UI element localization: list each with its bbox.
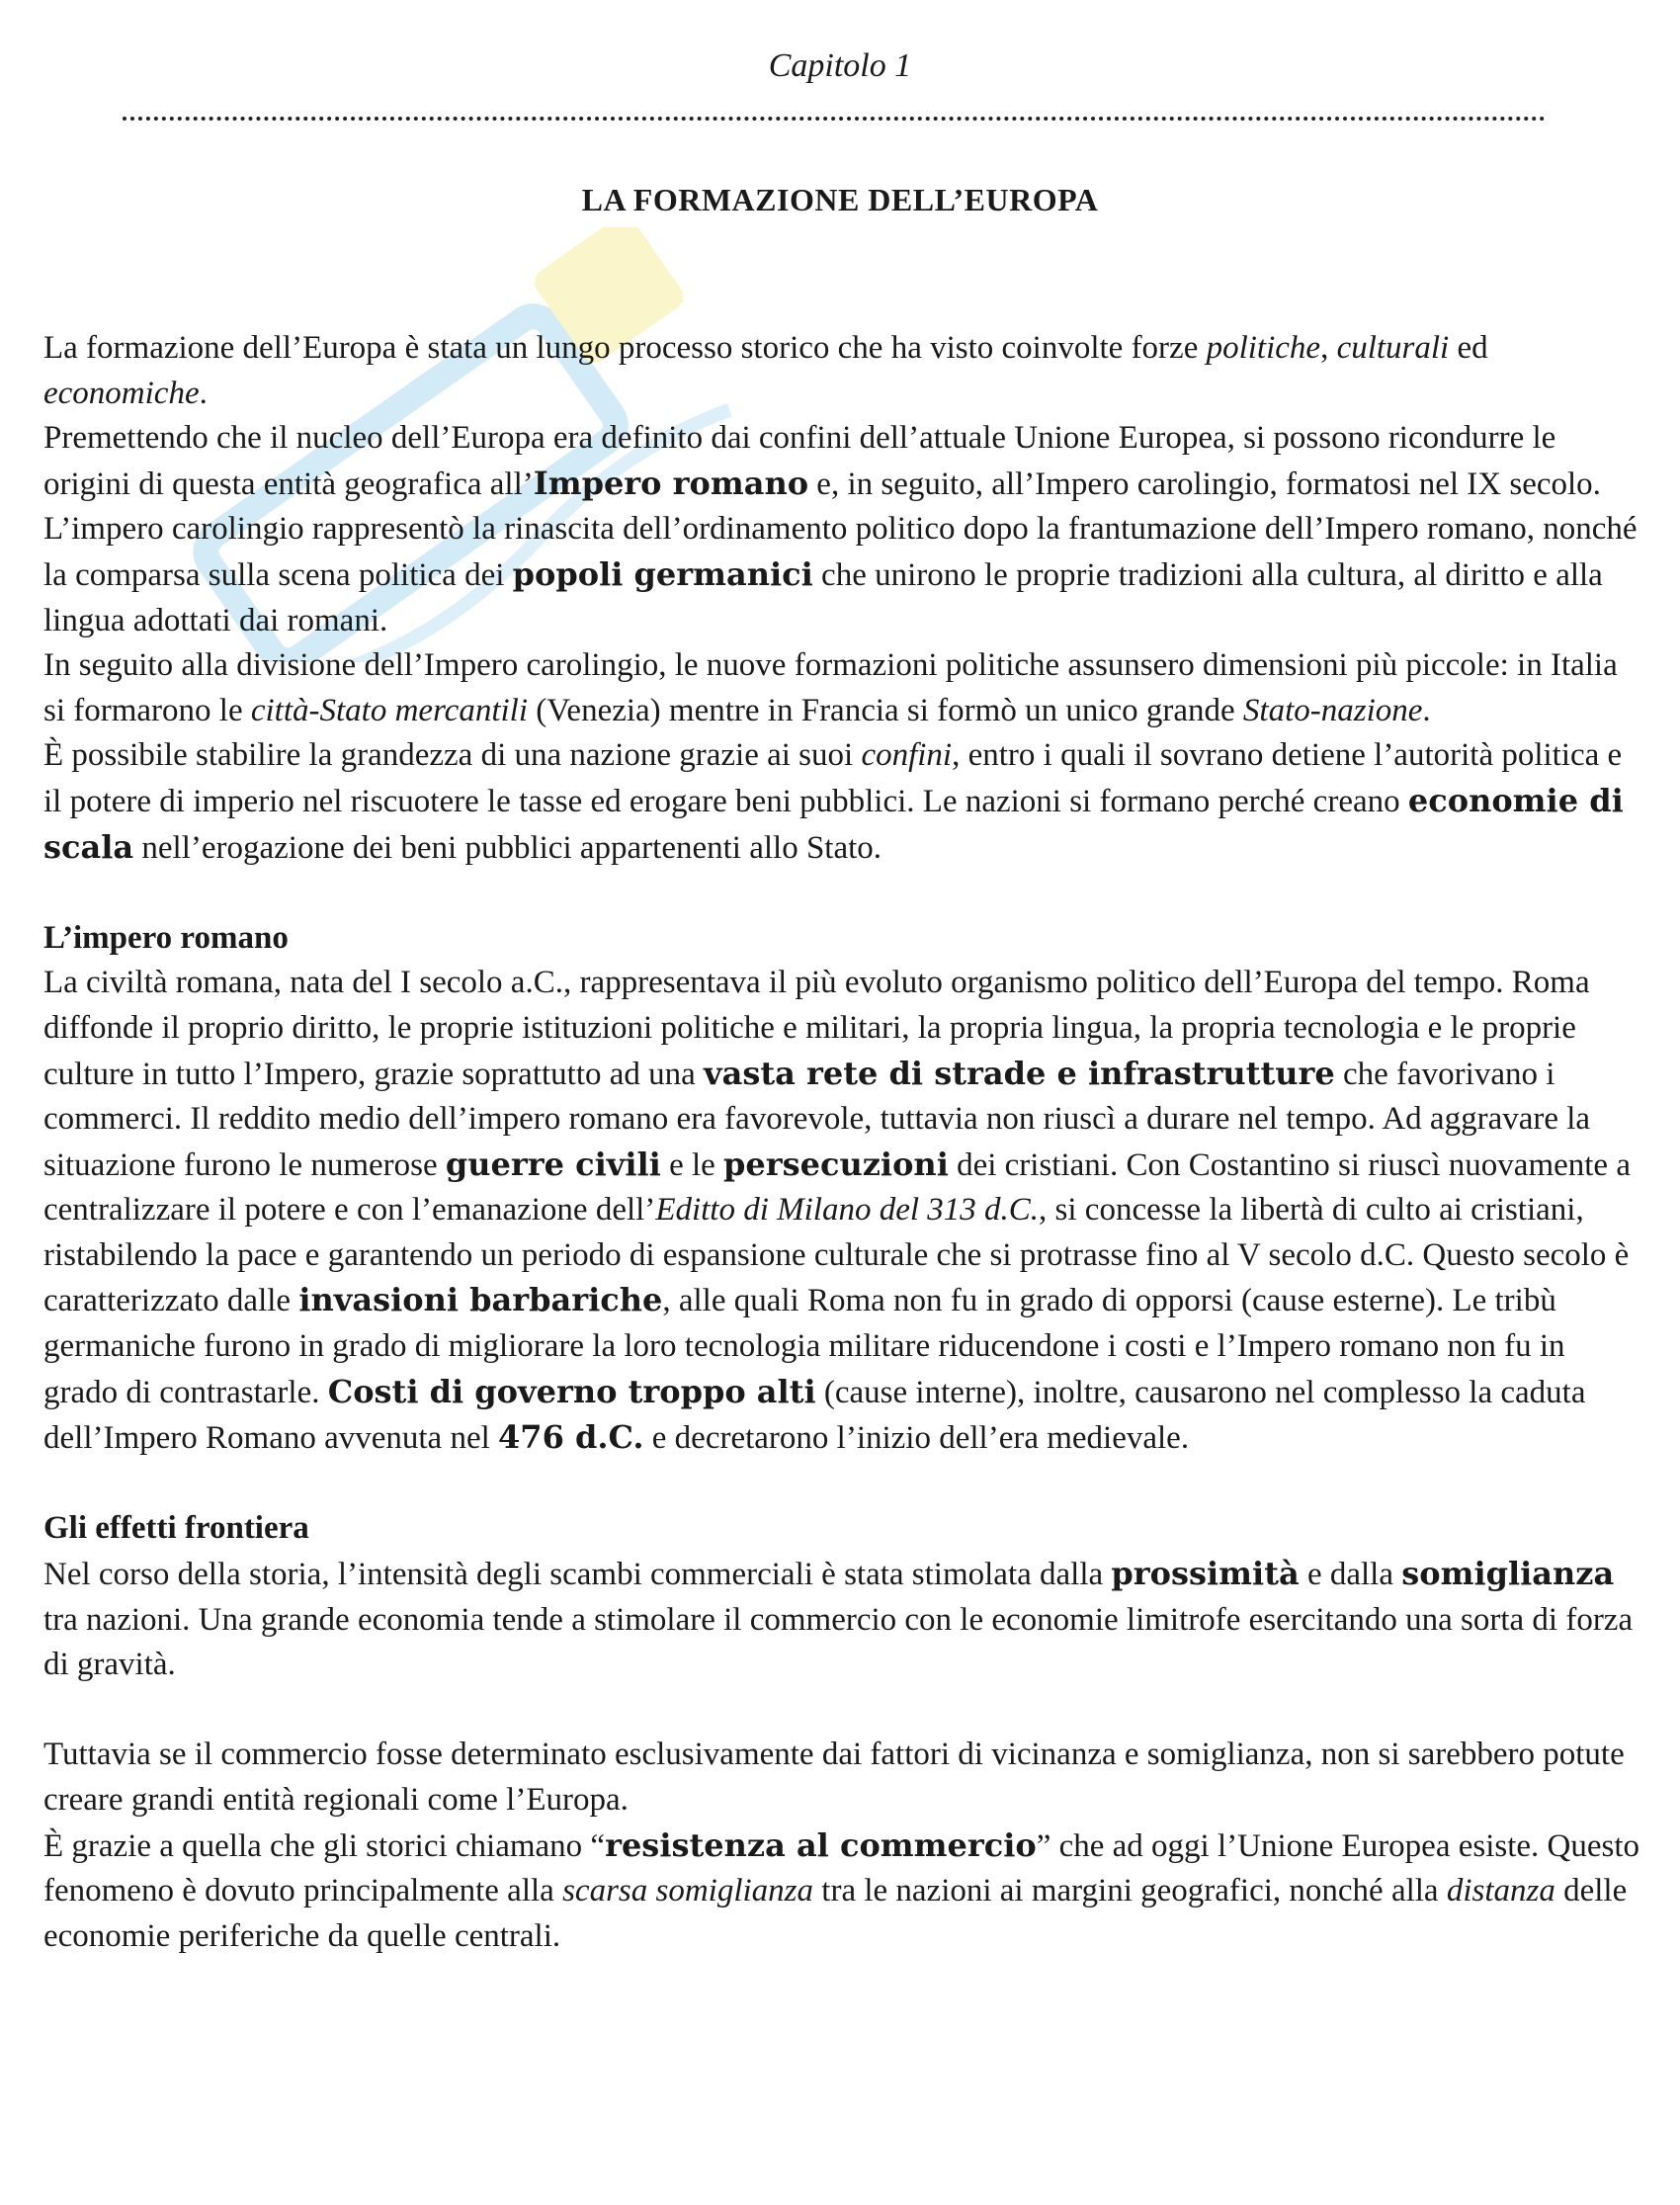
text-span: In seguito alla divisione dell’Impero carolingio, le nuove formazioni politiche assunsero dimensioni più piccole: in Italia si formarono le <box>43 647 1618 728</box>
text-span: dei cristiani. Con Costantino si riuscì nuovamente a centralizzare il potere e con l’emanazione dell’ <box>43 1146 1631 1229</box>
italic-term: culturali <box>1336 330 1450 366</box>
text-span: nell’erogazione dei beni pubblici appartenenti allo Stato. <box>133 829 882 866</box>
chapter-title: LA FORMAZIONE DELL’EUROPA <box>581 182 1099 217</box>
text-span: , entro i quali il sovrano detiene l’autorità politica e il potere di imperio nel riscuotere le tasse ed erogare beni pubblici. Le nazioni si formano perché creano <box>43 737 1623 819</box>
paragraph-trade-intensity <box>43 1552 1644 1688</box>
text-span: , <box>1320 330 1337 366</box>
bold-term: somiglianza <box>1401 1555 1615 1593</box>
italic-term: Editto di Milano del 313 d.C. <box>655 1192 1040 1229</box>
text-span: È possibile stabilire la grandezza di una nazione grazie ai suoi <box>43 737 862 774</box>
text-span: La formazione dell’Europa è stata un lungo processo storico che ha visto coinvolte forze <box>43 330 1207 366</box>
bold-term: 476 d.C. <box>498 1418 644 1457</box>
paragraph-gap <box>43 1688 1644 1734</box>
italic-term: politiche <box>1206 330 1321 366</box>
document-body <box>43 326 1644 1959</box>
text-span: Premettendo che il nucleo dell’Europa era definito dai confini dell’attuale Unione Europea, si possono ricondurre le origini di questa entità geografica all’ <box>43 420 1556 502</box>
text-span: Nel corso della storia, l’intensità degli scambi commerciali è stata stimolata dalla <box>43 1557 1112 1593</box>
text-span: La civiltà romana, nata del I secolo a.C., rappresentava il più evoluto organismo politico dell’Europa del tempo. Roma diffonde il proprio diritto, le proprie istituzioni politiche e militari, la propria lingua, la propria tecnologia e le proprie culture in tutto l’Impero, grazie soprattutto ad una <box>43 965 1590 1092</box>
paragraph-roman-empire <box>43 961 1644 1462</box>
italic-term: Stato-nazione <box>1242 692 1423 728</box>
text-span: Tuttavia se il commercio fosse determinato esclusivamente dai fattori di vicinanza e somiglianza, non si sarebbero potute creare grandi entità regionali come l’Europa. <box>43 1737 1625 1818</box>
paragraph-borders <box>43 733 1644 871</box>
text-span: tra le nazioni ai margini geografici, nonché alla <box>813 1873 1447 1909</box>
bold-term: invasioni barbariche <box>298 1281 663 1319</box>
bold-term: persecuzioni <box>723 1145 949 1183</box>
text-span: ed <box>1449 330 1488 366</box>
bold-term: Costi di governo troppo alti <box>327 1372 816 1410</box>
bold-term: guerre civili <box>445 1145 661 1183</box>
text-span: . <box>1422 692 1431 728</box>
text-span: , alle quali Roma non fu in grado di opporsi (cause esterne). Le tribù germaniche furono in grado di migliorare la loro tecnologia militare riducendone i costi e l’Impero romano non fu in grado di contrastarle. <box>43 1283 1565 1410</box>
italic-term: distanza <box>1446 1873 1555 1909</box>
paragraph-origins <box>43 416 1644 643</box>
section-heading-border-effects: Gli effetti frontiera <box>43 1510 309 1547</box>
text-span: (Venezia) mentre in Francia si formò un unico grande <box>528 692 1243 728</box>
paragraph-trade-resistance <box>43 1823 1644 1960</box>
bold-term: prossimità <box>1111 1555 1300 1593</box>
bold-term: popoli germanici <box>512 554 813 593</box>
text-span: delle economie periferiche da quelle centrali. <box>43 1873 1628 1954</box>
paragraph-gap <box>43 871 1644 916</box>
bold-term: Impero romano <box>533 464 809 502</box>
text-span: È grazie a quella che gli storici chiamano “ <box>43 1827 606 1864</box>
text-span: che favorivano i commerci. Il reddito medio dell’impero romano era favorevole, tuttavia non riuscì a durare nel tempo. Ad aggravare la situazione furono le numerose <box>43 1056 1591 1183</box>
dotted-divider <box>123 117 1546 121</box>
text-span: . <box>199 375 208 411</box>
paragraph-however <box>43 1733 1644 1823</box>
paragraph-intro <box>43 326 1644 416</box>
text-span: (cause interne), inoltre, causarono nel complesso la caduta dell’Impero Romano avvenuta nel <box>43 1374 1586 1457</box>
text-span: e le <box>660 1146 724 1183</box>
text-span: ” che ad oggi l’Unione Europea esiste. Questo fenomeno è dovuto principalmente alla <box>43 1827 1640 1909</box>
text-span: e dalla <box>1299 1557 1402 1593</box>
paragraph-gap <box>43 1462 1644 1507</box>
italic-term: confini <box>861 737 953 774</box>
bold-term: economie di scala <box>43 781 1624 866</box>
text-span: tra nazioni. Una grande economia tende a stimolare il commercio con le economie limitrofe esercitando una sorta di forza di gravità. <box>43 1601 1634 1683</box>
italic-term: città-Stato mercantili <box>250 692 529 728</box>
text-span: che unirono le proprie tradizioni alla cultura, al diritto e alla lingua adottati dai romani. <box>43 556 1603 638</box>
bold-term: resistenza al commercio <box>605 1825 1037 1864</box>
chapter-label: Capitolo 1 <box>768 47 912 84</box>
italic-term: scarsa somiglianza <box>562 1873 814 1909</box>
section-heading-roman-empire: L’impero romano <box>43 919 289 956</box>
bold-term: vasta rete di strade e infrastrutture <box>704 1054 1335 1092</box>
italic-term: economiche <box>43 375 200 411</box>
text-span: e, in seguito, all’Impero carolingio, formatosi nel IX secolo. L’impero carolingio rappresentò la rinascita dell’ordinamento politico dopo la frantumazione dell’Impero romano, nonché la comparsa sulla scena politica dei <box>43 466 1638 593</box>
paragraph-division <box>43 643 1644 733</box>
text-span: , si concesse la libertà di culto ai cristiani, ristabilendo la pace e garantendo un periodo di espansione culturale che si protrasse fino al V secolo d.C. Questo secolo è caratterizzato dalle <box>43 1192 1630 1319</box>
text-span: e decretarono l’inizio dell’era medievale. <box>643 1420 1190 1457</box>
